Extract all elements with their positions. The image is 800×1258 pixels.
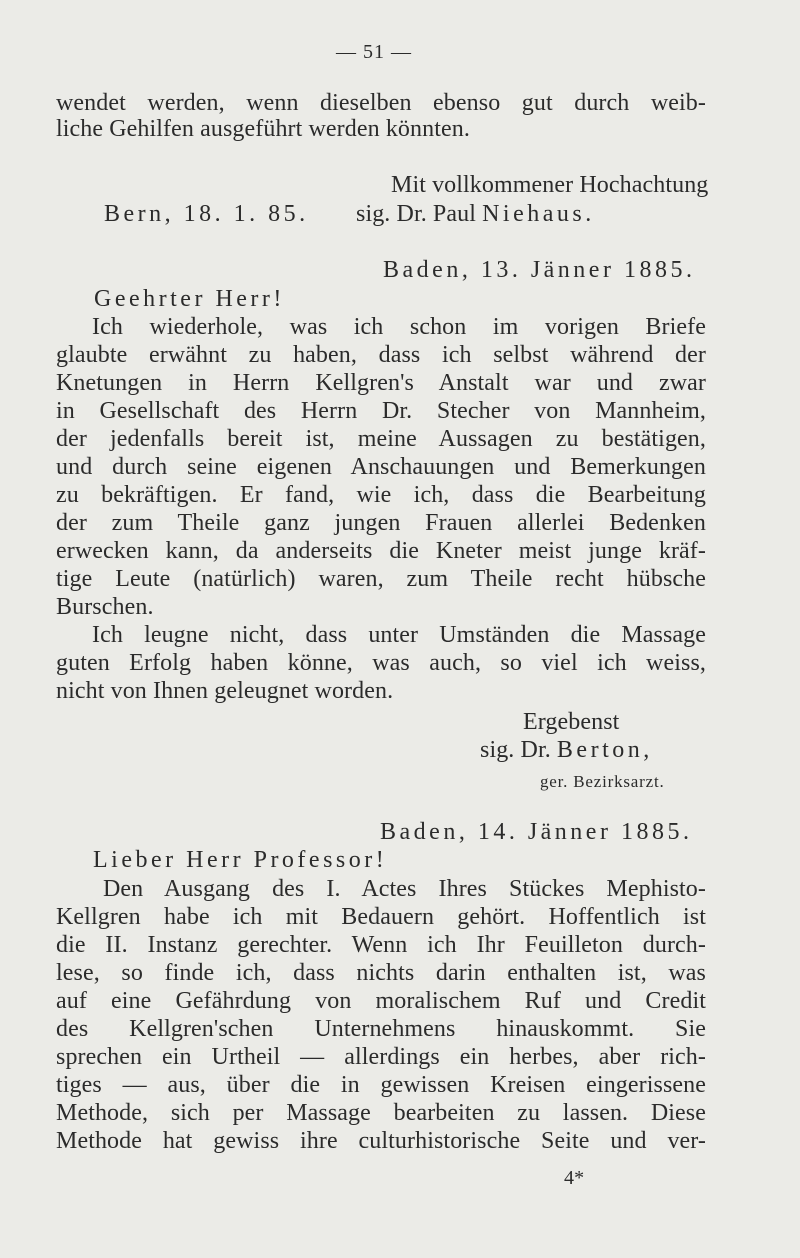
text-line: zu bekräftigen. Er fand, wie ich, dass die Bearbeitung xyxy=(56,482,706,508)
text-line: Methode hat gewiss ihre culturhistorische Seite und ver- xyxy=(56,1128,706,1154)
greeting: Lieber Herr Professor! xyxy=(93,847,388,873)
signature xyxy=(480,736,653,764)
text-line: liche Gehilfen ausgeführt werden könnten. xyxy=(56,116,470,142)
text-line: tige Leute (natürlich) waren, zum Theile recht hübsche xyxy=(56,566,706,592)
signature-prefix: sig. Dr. Paul xyxy=(356,201,476,227)
text-line: die II. Instanz gerechter. Wenn ich Ihr Feuilleton durch- xyxy=(56,932,706,958)
text-line: Kellgren habe ich mit Bedauern gehört. Hoffentlich ist xyxy=(56,904,706,930)
text-line: der zum Theile ganz jungen Frauen allerlei Bedenken xyxy=(56,510,706,536)
place-date xyxy=(104,200,309,228)
page-header: — 51 — xyxy=(336,41,412,63)
text-line: glaubte erwähnt zu haben, dass ich selbst während der xyxy=(56,342,706,368)
text-line: Ich wiederhole, was ich schon im vorigen Briefe xyxy=(92,314,706,340)
closing: Ergebenst xyxy=(523,709,620,735)
text-line: des Kellgren'schen Unternehmens hinauskommt. Sie xyxy=(56,1016,706,1042)
dateline: Baden, 13. Jänner 1885. xyxy=(383,257,696,283)
place-date-text: Bern, 18. 1. 85. xyxy=(104,201,309,227)
greeting: Geehrter Herr! xyxy=(94,286,285,312)
text-line: in Gesellschaft des Herrn Dr. Stecher von Mannheim, xyxy=(56,398,706,424)
text-line: guten Erfolg haben könne, was auch, so viel ich weiss, xyxy=(56,650,706,676)
signature-mark: 4* xyxy=(564,1167,585,1189)
text-line: der jedenfalls bereit ist, meine Aussagen zu bestätigen, xyxy=(56,426,706,452)
text-line: nicht von Ihnen geleugnet worden. xyxy=(56,678,394,704)
signature-name: Niehaus. xyxy=(482,201,595,227)
text-line: sprechen ein Urtheil — allerdings ein herbes, aber rich- xyxy=(56,1044,706,1070)
closing-salutation: Mit vollkommener Hochachtung xyxy=(391,172,709,198)
text-line: Ich leugne nicht, dass unter Umständen die Massage xyxy=(92,622,706,648)
dateline: Baden, 14. Jänner 1885. xyxy=(380,819,693,845)
text-line: lese, so finde ich, dass nichts darin enthalten ist, was xyxy=(56,960,706,986)
text-line: und durch seine eigenen Anschauungen und Bemerkungen xyxy=(56,454,706,480)
text-line: auf eine Gefährdung von moralischem Ruf und Credit xyxy=(56,988,706,1014)
text-line: Methode, sich per Massage bearbeiten zu lassen. Diese xyxy=(56,1100,706,1126)
text-line: wendet werden, wenn dieselben ebenso gut durch weib- xyxy=(56,90,706,116)
signature-name: Berton, xyxy=(556,737,653,763)
text-line: Burschen. xyxy=(56,594,154,620)
signature-prefix: sig. Dr. xyxy=(480,737,551,763)
signature-title: ger. Bezirksarzt. xyxy=(540,772,665,791)
text-line: tiges — aus, über die in gewissen Kreisen eingerissene xyxy=(56,1072,706,1098)
signature xyxy=(356,200,595,228)
text-line: Knetungen in Herrn Kellgren's Anstalt war und zwar xyxy=(56,370,706,396)
text-line: erwecken kann, da anderseits die Kneter meist junge kräf- xyxy=(56,538,706,564)
text-line: Den Ausgang des I. Actes Ihres Stückes Mephisto- xyxy=(103,876,706,902)
